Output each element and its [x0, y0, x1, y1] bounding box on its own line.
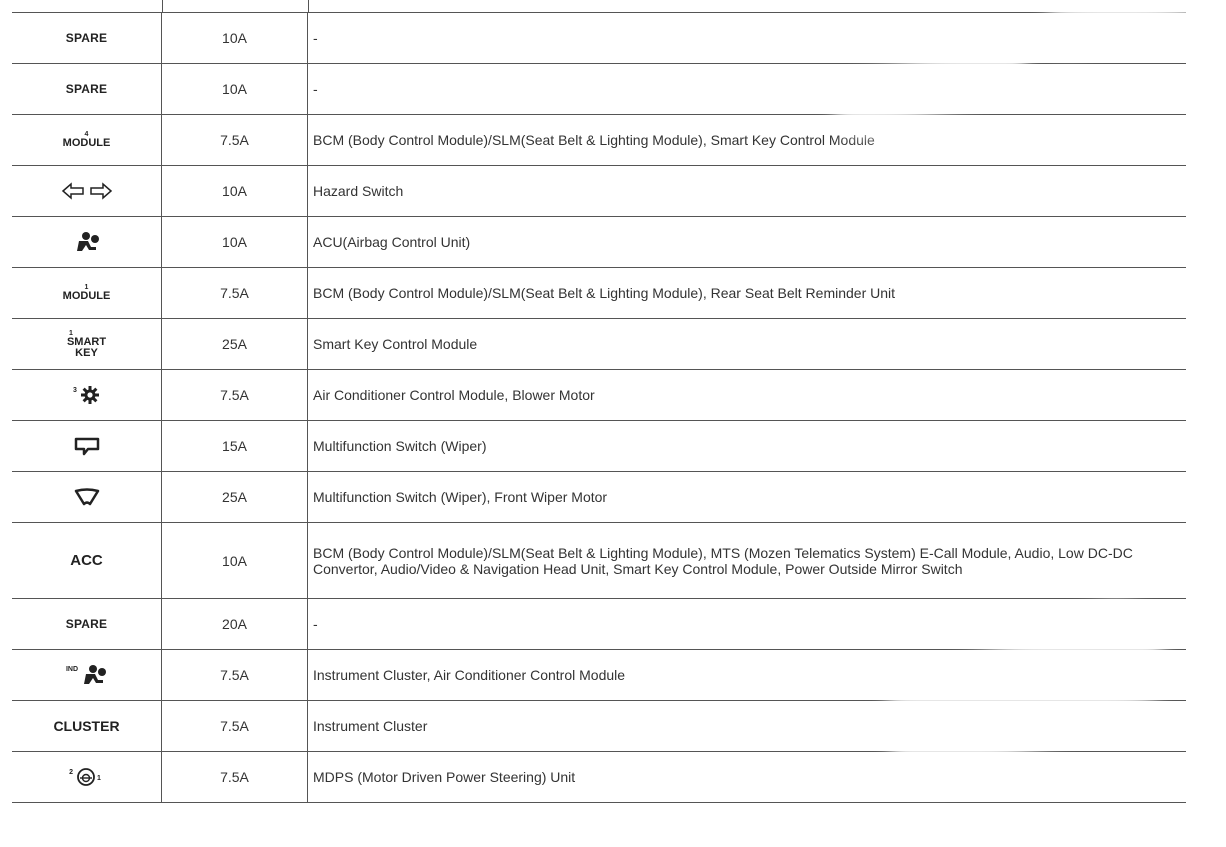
airbag-icon: [74, 231, 100, 253]
protected-component: -: [313, 30, 318, 46]
protected-component: BCM (Body Control Module)/SLM(Seat Belt & Lighting Module), Rear Seat Belt Reminder Unit: [313, 285, 896, 301]
fuse-rating: 10A: [222, 234, 247, 250]
hazard-arrows-icon: [61, 182, 113, 200]
protected-component: -: [313, 81, 318, 97]
fuse-rating: 10A: [222, 81, 247, 97]
fuse-symbol-label: ACC: [70, 552, 103, 569]
fan-gear-icon: [80, 385, 100, 405]
front-wiper-icon: [74, 487, 100, 507]
fuse-symbol-module: 4 MODULE: [62, 131, 111, 149]
fuse-symbol-module: 1 MODULE: [62, 284, 111, 302]
fuse-rating: 10A: [222, 552, 247, 569]
fuse-rating: 7.5A: [220, 718, 249, 734]
airbag-indicator-icon: [81, 664, 107, 686]
fuse-symbol-label: SPARE: [65, 31, 108, 45]
fuse-rating: 25A: [222, 336, 247, 352]
fuse-symbol-label: SPARE: [65, 617, 108, 631]
fuse-rating: 10A: [222, 30, 247, 46]
table-row: [12, 421, 1186, 472]
table-row: [12, 523, 1186, 599]
protected-component: Smart Key Control Module: [313, 336, 478, 352]
protected-component: MDPS (Motor Driven Power Steering) Unit: [313, 769, 576, 785]
fuse-symbol-label: CLUSTER: [53, 718, 120, 734]
table-row: [12, 166, 1186, 217]
fuse-symbol-smart-key: 1 SMART KEY: [66, 329, 107, 359]
protected-component: Multifunction Switch (Wiper), Front Wiper Motor: [313, 489, 608, 505]
protected-component: BCM (Body Control Module)/SLM(Seat Belt & Lighting Module), MTS (Mozen Telematics System) E-Call Module, Audio, Low DC-DC Convertor, Audio/Video & Navigation Head Unit, Smart Key Control Module, Power Outside Mirror Switch: [313, 544, 1133, 577]
fuse-rating: 20A: [222, 616, 247, 632]
fuse-rating: 15A: [222, 438, 247, 454]
fuse-symbol-ac: 3: [73, 385, 100, 405]
fuse-rating: 7.5A: [220, 132, 249, 148]
table-top-edge: [12, 0, 1186, 13]
protected-component: Multifunction Switch (Wiper): [313, 438, 487, 454]
protected-component: Hazard Switch: [313, 183, 404, 199]
protected-component: Air Conditioner Control Module, Blower Motor: [313, 387, 595, 403]
fuse-rating: 25A: [222, 489, 247, 505]
protected-component: ACU(Airbag Control Unit): [313, 234, 471, 250]
fuse-symbol-label: SPARE: [65, 82, 108, 96]
protected-component: Instrument Cluster: [313, 718, 428, 734]
fuse-rating: 7.5A: [220, 769, 249, 785]
table-row: [12, 115, 1186, 166]
fuse-symbol-mdps: 2 1: [69, 767, 104, 787]
fuse-symbol-ind: IND: [66, 664, 107, 686]
table-row: [12, 319, 1186, 370]
table-row: [12, 472, 1186, 523]
protected-component: Instrument Cluster, Air Conditioner Control Module: [313, 667, 626, 683]
fuse-rating: 10A: [222, 183, 247, 199]
protected-component: -: [313, 616, 318, 632]
table-row: [12, 268, 1186, 319]
rear-wiper-icon: [74, 436, 100, 456]
table-row: [12, 370, 1186, 421]
steering-wheel-icon: [76, 767, 96, 787]
table-row: [12, 217, 1186, 268]
fuse-rating: 7.5A: [220, 387, 249, 403]
protected-component: BCM (Body Control Module)/SLM(Seat Belt & Lighting Module), Smart Key Control Module: [313, 132, 875, 148]
fuse-rating: 7.5A: [220, 667, 249, 683]
fuse-rating: 7.5A: [220, 285, 249, 301]
